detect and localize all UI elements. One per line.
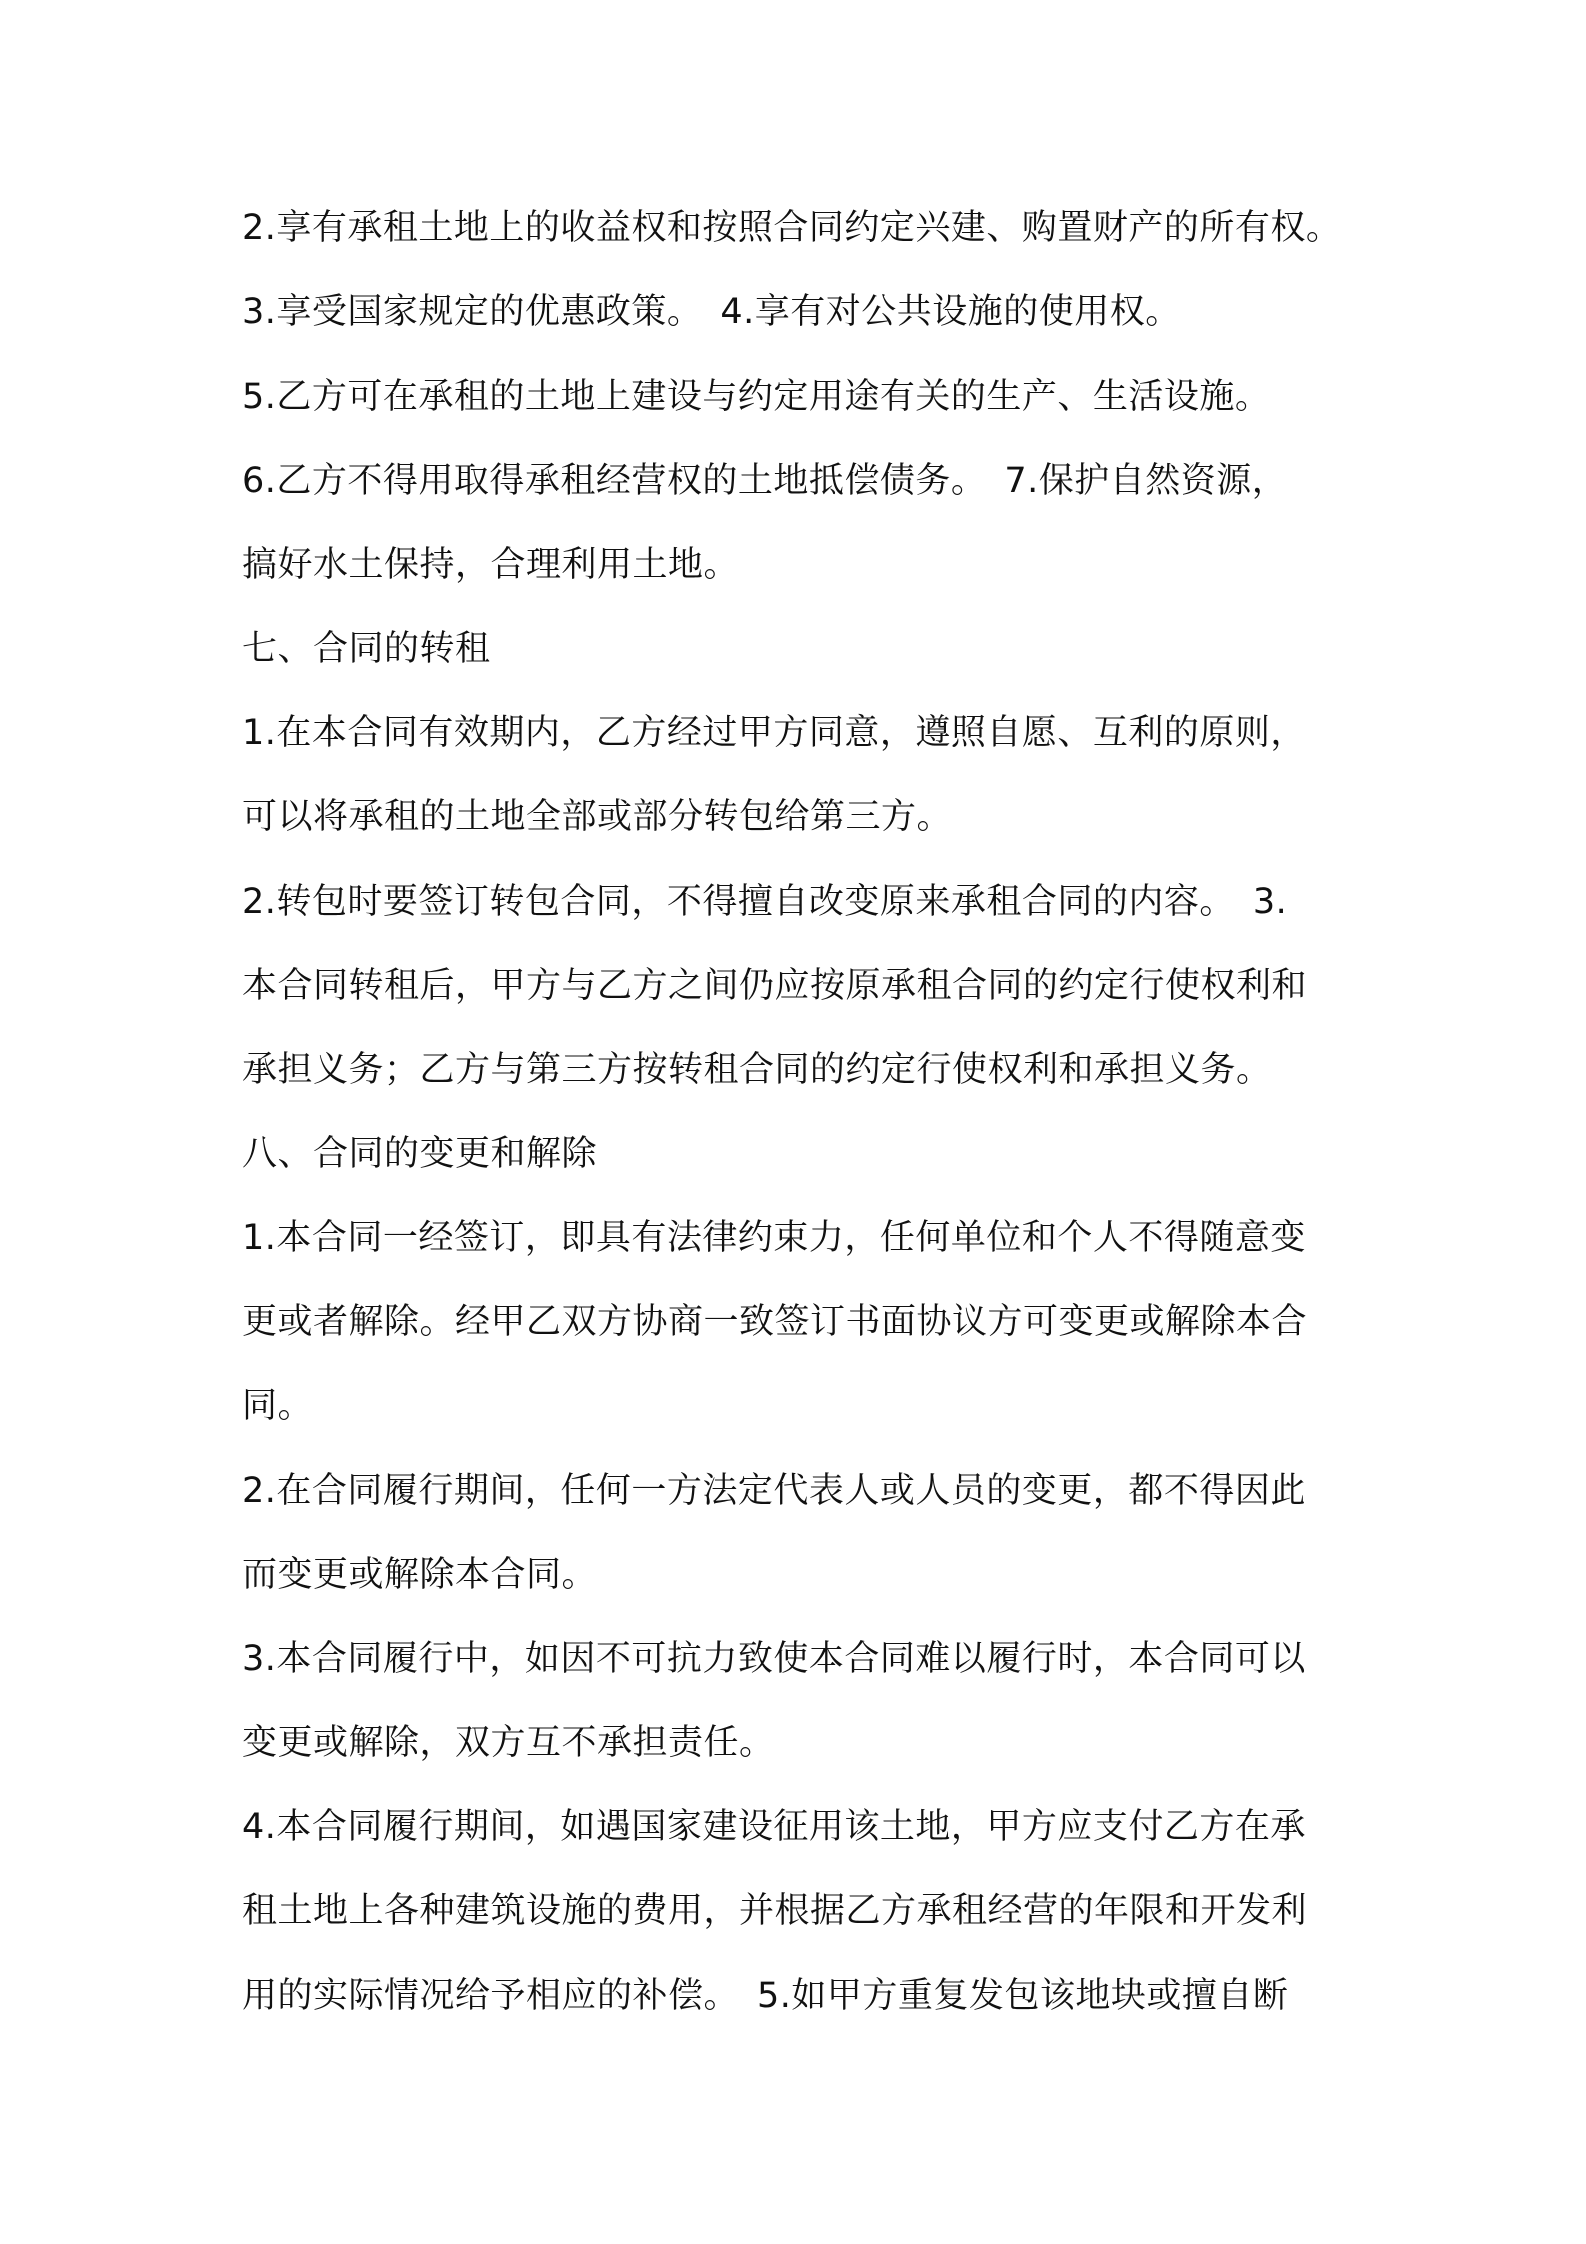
text-line: 2.转包时要签订转包合同，不得擅自改变原来承租合同的内容。 3. xyxy=(242,882,1288,922)
text-line: 3.本合同履行中，如因不可抗力致使本合同难以履行时，本合同可以 xyxy=(242,1639,1306,1679)
text-line: 承担义务；乙方与第三方按转租合同的约定行使权利和承担义务。 xyxy=(242,1050,1272,1090)
text-line: 租土地上各种建筑设施的费用，并根据乙方承租经营的年限和开发利 xyxy=(242,1891,1308,1931)
text-line: 4.本合同履行期间，如遇国家建设征用该土地，甲方应支付乙方在承 xyxy=(242,1807,1306,1847)
text-line: 变更或解除，双方互不承担责任。 xyxy=(242,1723,775,1763)
text-line: 3.享受国家规定的优惠政策。 4.享有对公共设施的使用权。 xyxy=(242,292,1181,332)
text-line: 6.乙方不得用取得承租经营权的土地抵偿债务。 7.保护自然资源， xyxy=(242,461,1288,501)
section-heading: 八、合同的变更和解除 xyxy=(242,1134,598,1174)
text-line: 2.在合同履行期间，任何一方法定代表人或人员的变更，都不得因此 xyxy=(242,1471,1306,1511)
text-line: 用的实际情况给予相应的补偿。 5.如甲方重复发包该地块或擅自断 xyxy=(242,1976,1289,2016)
text-line: 1.在本合同有效期内，乙方经过甲方同意，遵照自愿、互利的原则， xyxy=(242,713,1306,753)
text-line: 更或者解除。经甲乙双方协商一致签订书面协议方可变更或解除本合 xyxy=(242,1302,1308,1342)
text-line: 同。 xyxy=(242,1386,314,1426)
text-line: 1.本合同一经签订，即具有法律约束力，任何单位和个人不得随意变 xyxy=(242,1218,1306,1258)
text-line: 可以将承租的土地全部或部分转包给第三方。 xyxy=(242,797,953,837)
text-line: 5.乙方可在承租的土地上建设与约定用途有关的生产、生活设施。 xyxy=(242,377,1271,417)
text-line: 2.享有承租土地上的收益权和按照合同约定兴建、购置财产的所有权。 xyxy=(242,208,1342,248)
section-heading: 七、合同的转租 xyxy=(242,629,491,669)
text-line: 而变更或解除本合同。 xyxy=(242,1555,598,1595)
text-line: 搞好水土保持，合理利用土地。 xyxy=(242,545,740,585)
text-line: 本合同转租后，甲方与乙方之间仍应按原承租合同的约定行使权利和 xyxy=(242,966,1308,1006)
